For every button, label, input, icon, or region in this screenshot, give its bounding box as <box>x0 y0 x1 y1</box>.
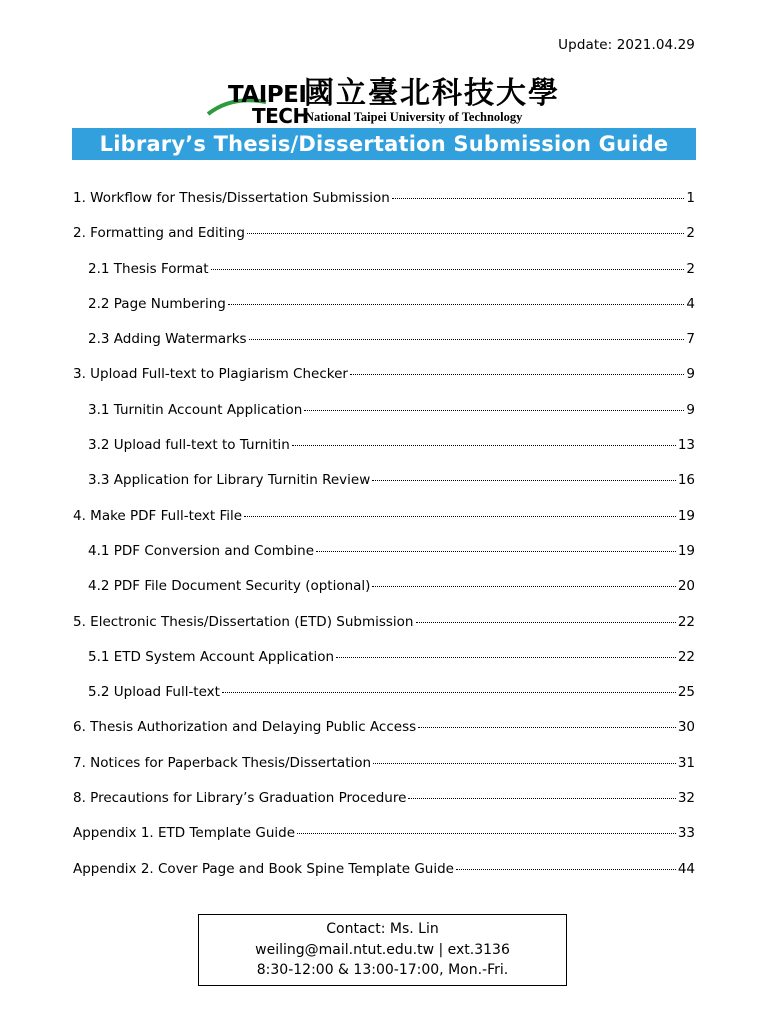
toc-entry-page: 2 <box>686 260 695 277</box>
contact-email: weiling@mail.ntut.edu.tw | ext.3136 <box>255 941 510 958</box>
toc-entry-page: 30 <box>677 719 695 736</box>
toc-entry-label: 4.2 PDF File Document Security (optional) <box>88 578 371 595</box>
toc-entry-label: 1. Workflow for Thesis/Dissertation Submission <box>73 190 390 206</box>
toc-leader-dots <box>304 410 684 411</box>
toc-entry-label: 5.2 Upload Full-text <box>88 684 220 701</box>
toc-entry[interactable] <box>73 684 695 719</box>
toc-leader-dots <box>336 657 676 658</box>
toc-entry-page: 19 <box>677 542 695 559</box>
logo-english-name: National Taipei University of Technology <box>305 110 523 124</box>
toc-entry-page: 16 <box>677 472 695 489</box>
toc-entry[interactable] <box>73 719 695 754</box>
toc-leader-dots <box>392 198 685 199</box>
update-date: Update: 2021.04.29 <box>558 37 695 53</box>
table-of-contents <box>73 190 695 896</box>
toc-leader-dots <box>372 586 675 587</box>
toc-entry[interactable] <box>73 508 695 543</box>
toc-entry[interactable] <box>73 614 695 649</box>
toc-entry-page: 2 <box>686 225 695 242</box>
toc-entry-page: 4 <box>686 295 695 312</box>
toc-entry-page: 25 <box>677 684 695 701</box>
toc-entry-label: 5. Electronic Thesis/Dissertation (ETD) Submission <box>73 613 414 630</box>
logo-chinese-name: 國立臺北科技大學 <box>304 76 560 111</box>
toc-leader-dots <box>372 480 676 481</box>
toc-entry-page: 33 <box>677 825 695 842</box>
toc-leader-dots <box>350 374 684 375</box>
document-title: Library’s Thesis/Dissertation Submission Guide <box>72 128 696 160</box>
contact-name: Contact: Ms. Lin <box>326 921 439 937</box>
toc-entry[interactable] <box>73 296 695 331</box>
toc-leader-dots <box>297 833 676 834</box>
toc-entry-label: 8. Precautions for Library’s Graduation Procedure <box>73 790 407 807</box>
logo-taipei: TAIPEI <box>228 82 307 108</box>
toc-leader-dots <box>456 869 676 870</box>
toc-entry-page: 31 <box>677 754 695 771</box>
toc-entry-page: 32 <box>677 790 695 807</box>
toc-entry[interactable] <box>73 543 695 578</box>
toc-entry-page: 22 <box>677 648 695 665</box>
toc-entry-label: 3. Upload Full-text to Plagiarism Checker <box>73 366 348 383</box>
toc-entry-page: 9 <box>686 401 695 418</box>
toc-leader-dots <box>211 269 685 270</box>
toc-entry-label: 2.2 Page Numbering <box>88 295 226 312</box>
toc-entry-page: 20 <box>677 578 695 595</box>
toc-leader-dots <box>418 727 676 728</box>
toc-entry-page: 9 <box>686 366 695 383</box>
toc-entry[interactable] <box>73 861 695 896</box>
toc-entry-label: 7. Notices for Paperback Thesis/Dissertation <box>73 754 372 771</box>
toc-leader-dots <box>244 516 676 517</box>
toc-entry-label: 5.1 ETD System Account Application <box>88 648 335 665</box>
toc-leader-dots <box>228 304 685 305</box>
toc-leader-dots <box>316 551 676 552</box>
toc-entry[interactable] <box>73 402 695 437</box>
toc-entry[interactable] <box>73 190 695 225</box>
toc-entry[interactable] <box>73 437 695 472</box>
toc-entry-page: 19 <box>677 507 695 524</box>
contact-hours: 8:30-12:00 & 13:00-17:00, Mon.-Fri. <box>256 962 509 978</box>
toc-leader-dots <box>249 339 685 340</box>
logo-tech: TECH <box>252 104 309 128</box>
toc-entry[interactable] <box>73 225 695 260</box>
contact-box <box>198 914 567 986</box>
toc-entry-label: 2. Formatting and Editing <box>73 225 245 242</box>
toc-entry-label: 2.3 Adding Watermarks <box>88 331 247 348</box>
toc-entry[interactable] <box>73 790 695 825</box>
toc-leader-dots <box>247 233 684 234</box>
toc-entry-label: Appendix 1. ETD Template Guide <box>73 825 296 842</box>
toc-leader-dots <box>416 622 676 623</box>
toc-entry-page: 1 <box>686 190 695 206</box>
toc-leader-dots <box>222 692 676 693</box>
toc-entry-label: 3.3 Application for Library Turnitin Review <box>88 472 371 489</box>
toc-entry-label: Appendix 2. Cover Page and Book Spine Template Guide <box>73 860 454 877</box>
toc-entry-label: 4. Make PDF Full-text File <box>73 507 243 524</box>
toc-entry-page: 22 <box>677 613 695 630</box>
toc-entry-page: 13 <box>677 437 695 454</box>
toc-entry-label: 3.2 Upload full-text to Turnitin <box>88 437 290 454</box>
toc-leader-dots <box>292 445 676 446</box>
toc-entry[interactable] <box>73 649 695 684</box>
toc-leader-dots <box>373 763 676 764</box>
university-logo <box>206 76 568 126</box>
toc-entry-label: 3.1 Turnitin Account Application <box>88 401 303 418</box>
toc-entry[interactable] <box>73 755 695 790</box>
toc-entry[interactable] <box>73 578 695 613</box>
toc-entry-page: 7 <box>686 331 695 348</box>
toc-entry[interactable] <box>73 331 695 366</box>
toc-entry[interactable] <box>73 825 695 860</box>
toc-entry[interactable] <box>73 472 695 507</box>
toc-leader-dots <box>408 798 675 799</box>
toc-entry-label: 2.1 Thesis Format <box>88 260 209 277</box>
toc-entry-label: 6. Thesis Authorization and Delaying Public Access <box>73 719 417 736</box>
toc-entry[interactable] <box>73 261 695 296</box>
toc-entry[interactable] <box>73 366 695 401</box>
toc-entry-page: 44 <box>677 860 695 877</box>
toc-entry-label: 4.1 PDF Conversion and Combine <box>88 542 315 559</box>
